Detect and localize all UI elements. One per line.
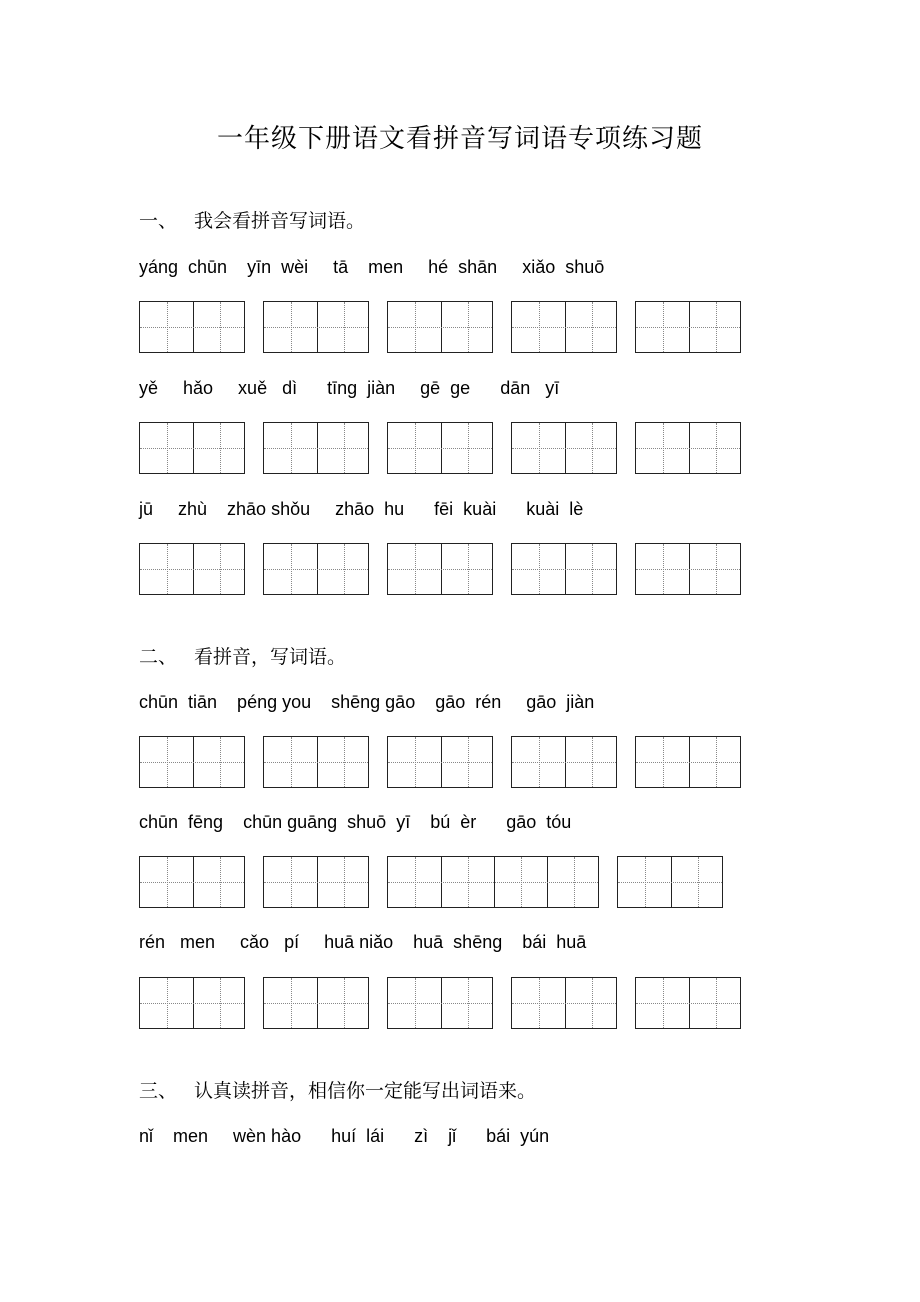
writing-box bbox=[263, 977, 369, 1029]
section-3-heading bbox=[139, 1076, 536, 1103]
writing-box bbox=[511, 543, 617, 595]
writing-box bbox=[139, 301, 245, 353]
writing-box bbox=[139, 977, 245, 1029]
section-1-title: 我会看拼音写词语。 bbox=[194, 210, 366, 232]
page-title: 一年级下册语文看拼音写词语专项练习题 bbox=[216, 124, 703, 154]
writing-box bbox=[139, 856, 245, 908]
writing-box bbox=[617, 856, 723, 908]
pinyin-row: yě hǎo xuě dì tīng jiàn gē ge dān yī bbox=[139, 378, 560, 398]
writing-box bbox=[263, 736, 369, 788]
pinyin-row: nǐ men wèn hào huí lái zì jǐ bái yún bbox=[139, 1126, 550, 1146]
section-1-number: 一、 bbox=[139, 210, 178, 232]
pinyin-row: chūn fēng chūn guāng shuō yī bú èr gāo tóu bbox=[139, 812, 572, 832]
writing-box bbox=[387, 977, 493, 1029]
writing-box bbox=[387, 856, 599, 908]
writing-box bbox=[635, 977, 741, 1029]
writing-box bbox=[635, 422, 741, 474]
section-3-title: 认真读拼音，相信你一定能写出词语来。 bbox=[194, 1080, 537, 1102]
writing-box bbox=[139, 736, 245, 788]
writing-box bbox=[387, 543, 493, 595]
writing-box bbox=[263, 856, 369, 908]
pinyin-row: chūn tiān péng you shēng gāo gāo rén gāo jiàn bbox=[139, 692, 595, 712]
writing-box bbox=[263, 422, 369, 474]
section-2-number: 二、 bbox=[139, 646, 178, 668]
writing-box bbox=[387, 301, 493, 353]
pinyin-row: jū zhù zhāo shǒu zhāo hu fēi kuài kuài lè bbox=[139, 499, 584, 519]
writing-box bbox=[635, 736, 741, 788]
writing-box bbox=[263, 301, 369, 353]
writing-box bbox=[511, 301, 617, 353]
section-3-number: 三、 bbox=[139, 1080, 178, 1102]
writing-box bbox=[511, 422, 617, 474]
writing-box bbox=[387, 736, 493, 788]
writing-box bbox=[635, 301, 741, 353]
section-2-heading bbox=[139, 642, 346, 669]
section-2-title: 看拼音，写词语。 bbox=[194, 646, 347, 668]
section-1-heading bbox=[139, 206, 365, 233]
writing-box bbox=[635, 543, 741, 595]
writing-box bbox=[387, 422, 493, 474]
writing-box bbox=[511, 736, 617, 788]
pinyin-row: rén men cǎo pí huā niǎo huā shēng bái huā bbox=[139, 932, 587, 952]
pinyin-row: yáng chūn yīn wèi tā men hé shān xiǎo shuō bbox=[139, 257, 605, 277]
writing-box bbox=[511, 977, 617, 1029]
writing-box bbox=[263, 543, 369, 595]
writing-box bbox=[139, 543, 245, 595]
writing-box bbox=[139, 422, 245, 474]
